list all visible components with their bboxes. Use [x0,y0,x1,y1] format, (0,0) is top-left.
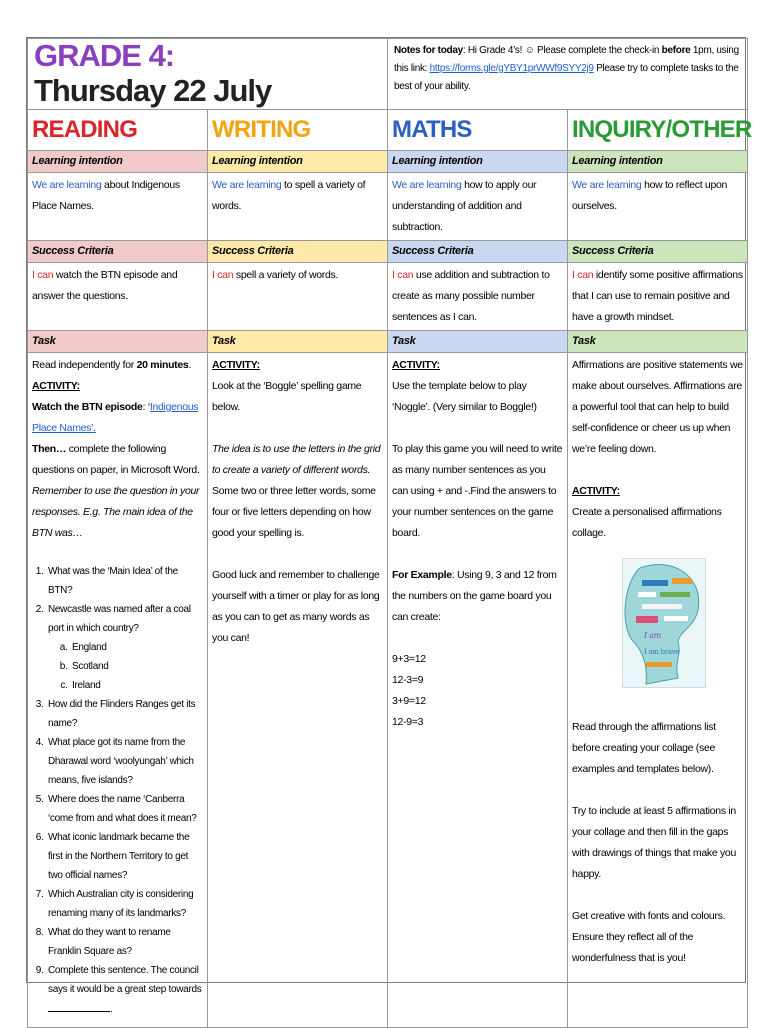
li-label-maths: Learning intention [388,151,568,173]
writing-look: Look at the ‘Boggle’ spelling game below. [212,380,362,413]
writing-idea-rest: Some two or three letter words, some four or five letters depending on how good your spelling is. [212,485,376,539]
task-label-reading: Task [28,331,208,353]
grade-label: GRADE 4: [34,38,175,73]
inquiry-try: Try to include at least 5 affirmations in your collage and then fill in the gaps with drawings of things that make you happy. [572,805,737,880]
subject-row [28,110,748,151]
task-inquiry [568,353,748,1028]
question-end: . [110,1004,113,1015]
task-row [28,353,748,1028]
reading-intro [32,355,203,376]
affirmations-collage-image [622,558,706,688]
li-writing-text: to spell a variety of words. [212,179,366,212]
watch-label: Watch the BTN episode [32,401,143,413]
list-item: 8. What do they want to rename Franklin Square as? [46,923,203,961]
example-text: : Using 9, 3 and 12 from the numbers on the game board you can create: [392,569,557,623]
success-criteria-row [28,263,748,331]
li-maths-text: how to apply our understanding of addition and subtraction. [392,179,537,233]
watch-sep: : ‘ [142,401,150,413]
sc-label-writing: Success Criteria [208,241,388,263]
list-item: 3. How did the Flinders Ranges get its name? [46,695,203,733]
inquiry-intro: Affirmations are positive statements we make about ourselves. Affirmations are a powerful tool that can help to build self-confidence or cheer us up when we’re feeling down. [572,359,743,455]
subject-writing: WRITING [208,110,388,151]
li-writing [208,173,388,241]
reading-remember: Remember to use the question in your responses. E.g. The main idea of the BTN was… [32,485,200,539]
collage-word: I am [644,631,661,640]
inquiry-create: Create a personalised affirmations collage. [572,506,722,539]
reading-activity-label: ACTIVITY: [32,380,80,392]
li-reading [28,173,208,241]
task-label-writing: Task [208,331,388,353]
number-sentence: 9+3=12 [392,653,426,665]
question-text: Newcastle was named after a coal port in which country? [48,604,191,634]
list-item: 5. Where does the name ‘Canberra ‘come from and what does it mean? [46,790,203,828]
reading-watch [32,397,203,439]
checkin-link[interactable]: https://forms.gle/gYBY1prWWf9SYY2j9 [429,63,594,74]
lesson-plan-table [27,38,752,1028]
i-can: I can [392,269,414,281]
inquiry-activity-label: ACTIVITY: [572,485,620,497]
notes-text-3: Please try to complete tasks to the best of your ability. [394,63,739,92]
reading-intro-end: . [188,359,192,371]
maths-example [392,565,563,628]
li-maths [388,173,568,241]
sc-writing [208,263,388,331]
sc-inquiry [568,263,748,331]
sc-label-inquiry: Success Criteria [568,241,748,263]
answer-blank [48,999,110,1012]
collage-word: I am brave [644,648,680,656]
sc-maths-text: use addition and subtraction to create as many possible number sentences as I can. [392,269,550,323]
reading-questions [32,562,203,1019]
we-are-learning: We are learning [572,179,642,191]
task-reading [28,353,208,1028]
sc-inquiry-text: identify some positive affirmations that I can use to remain positive and have a growth mindset. [572,269,743,323]
then-text: complete the following questions on paper, in Microsoft Word. [32,443,200,476]
li-inquiry [568,173,748,241]
question-text: Complete this sentence. The council says it would be a great step towards [48,965,202,995]
i-can: I can [572,269,594,281]
notes-text-1: : Hi Grade 4’s! ☺ Please complete the check-in [462,45,662,56]
sc-label-reading: Success Criteria [28,241,208,263]
subject-maths: MATHS [388,110,568,151]
sc-maths [388,263,568,331]
sc-label-maths: Success Criteria [388,241,568,263]
inquiry-creative: Get creative with fonts and colours. Ensure they reflect all of the wonderfulness that is you! [572,910,726,964]
writing-luck: Good luck and remember to challenge yourself with a timer or play for as long as you can to get as many words as you can! [212,569,380,644]
list-item: b. Scotland [70,657,203,676]
li-label-reading: Learning intention [28,151,208,173]
sc-writing-text: spell a variety of words. [233,269,339,281]
list-item: 4. What place got its name from the Dharawal word ‘woolyungah’ which means, five islands? [46,733,203,790]
li-label-writing: Learning intention [208,151,388,173]
list-item: 6. What iconic landmark became the first in the Northern Territory to get two official names? [46,828,203,885]
list-item: 1. What was the ‘Main Idea’ of the BTN? [46,562,203,600]
maths-activity-label: ACTIVITY: [392,359,440,371]
learning-intention-row [28,173,748,241]
sc-reading-text: watch the BTN episode and answer the questions. [32,269,178,302]
task-label-row [28,331,748,353]
notes-before: before [661,45,691,56]
number-sentence: 12-9=3 [392,716,424,728]
writing-idea [212,439,383,544]
reading-minutes: 20 minutes [136,359,189,371]
subject-inquiry: INQUIRY/OTHER [568,110,748,151]
li-reading-text: about Indigenous Place Names. [32,179,180,212]
maths-play: To play this game you will need to write as many number sentences as you can using + and -.Find the answers to your number sentences on the game board. [392,443,563,539]
we-are-learning: We are learning [32,179,102,191]
subject-reading: READING [28,110,208,151]
list-item: c. Ireland [70,676,203,695]
number-sentence: 12-3=9 [392,674,424,686]
inquiry-read: Read through the affirmations list before creating your collage (see examples and templates below). [572,721,716,775]
reading-then [32,439,203,481]
i-can: I can [32,269,54,281]
page-title [28,39,388,110]
task-label-inquiry: Task [568,331,748,353]
success-criteria-label-row [28,241,748,263]
we-are-learning: We are learning [212,179,282,191]
reading-intro-text: Read independently for [32,359,137,371]
list-item [46,961,203,1019]
li-label-inquiry: Learning intention [568,151,748,173]
we-are-learning: We are learning [392,179,462,191]
header-row [28,39,748,110]
writing-activity-label: ACTIVITY: [212,359,260,371]
country-options [48,638,203,695]
list-item [46,600,203,695]
writing-idea-italic: The idea is to use the letters in the grid to create a variety of different words. [212,443,381,476]
number-sentence: 3+9=12 [392,695,426,707]
notes-text-2: 1pm, using this link: [394,45,739,74]
notes-label: Notes for today [394,45,463,56]
li-inquiry-text: how to reflect upon ourselves. [572,179,728,212]
day-label: Thursday 22 July [34,73,272,108]
notes-for-today [388,39,748,110]
list-item: 7. Which Australian city is considering renaming many of its landmarks? [46,885,203,923]
task-maths [388,353,568,1028]
btn-episode-link[interactable]: Indigenous Place Names’. [32,401,199,434]
example-label: For Example [392,569,452,581]
list-item: a. England [70,638,203,657]
sc-reading [28,263,208,331]
maths-use: Use the template below to play ‘Noggle’. (Very similar to Boggle!) [392,380,537,413]
learning-intention-label-row [28,151,748,173]
i-can: I can [212,269,234,281]
lesson-plan-page [26,37,752,1015]
task-writing [208,353,388,1028]
task-label-maths: Task [388,331,568,353]
then-label: Then… [32,443,67,455]
